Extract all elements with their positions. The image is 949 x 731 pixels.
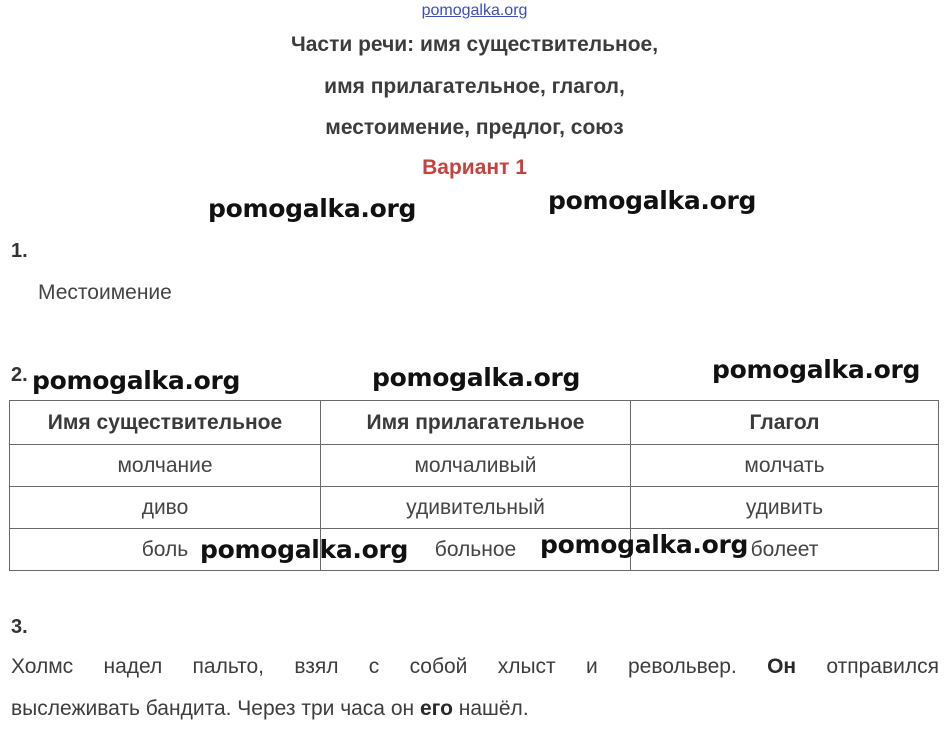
- word: и: [585, 655, 598, 678]
- watermark: pomogalka.org: [712, 355, 921, 384]
- watermark: pomogalka.org: [540, 530, 749, 559]
- question-1-answer: Местоимение: [38, 281, 172, 304]
- watermark: pomogalka.org: [548, 186, 757, 215]
- title-line-1: Части речи: имя существительное,: [290, 33, 659, 56]
- table-header-row: [10, 401, 939, 445]
- word: собой: [409, 655, 468, 678]
- pronoun-highlight: Он: [767, 655, 797, 678]
- word: взял: [294, 655, 339, 678]
- cell-adjective: удивительный: [321, 487, 631, 529]
- paragraph-line-1: [11, 655, 939, 679]
- word: Холмс: [11, 655, 74, 678]
- word: надел: [103, 655, 163, 678]
- title-line-3: местоимение, предлог, союз: [325, 116, 624, 139]
- cell-verb: молчать: [631, 445, 939, 487]
- paragraph-line-2: [11, 697, 939, 721]
- table-row: [10, 487, 939, 529]
- word: пальто,: [192, 655, 265, 678]
- table-row: [10, 529, 939, 571]
- site-link[interactable]: pomogalka.org: [421, 2, 528, 19]
- text-part: нашёл.: [452, 697, 529, 720]
- cell-adjective: больное: [321, 529, 631, 571]
- watermark: pomogalka.org: [200, 535, 409, 564]
- word: револьвер.: [627, 655, 737, 678]
- header-noun: Имя существительное: [10, 401, 321, 445]
- cell-verb: удивить: [631, 487, 939, 529]
- watermark: pomogalka.org: [32, 366, 241, 395]
- cell-adjective: молчаливый: [321, 445, 631, 487]
- question-1-number: 1.: [11, 240, 28, 262]
- word: с: [368, 655, 380, 678]
- cell-noun: молчание: [10, 445, 321, 487]
- question-2-number: 2.: [11, 364, 28, 386]
- header-verb: Глагол: [631, 401, 939, 445]
- title-line-2: имя прилагательное, глагол,: [324, 75, 625, 98]
- watermark: pomogalka.org: [208, 194, 417, 223]
- word: отправился: [826, 655, 939, 678]
- variant-heading: Вариант 1: [422, 156, 527, 179]
- parts-of-speech-table: [9, 400, 939, 571]
- cell-noun: диво: [10, 487, 321, 529]
- table-row: [10, 445, 939, 487]
- cell-noun: боль: [10, 529, 321, 571]
- cell-verb: болеет: [631, 529, 939, 571]
- word: хлыст: [497, 655, 556, 678]
- pronoun-highlight: его: [419, 697, 453, 720]
- text-part: выслеживать бандита. Через три часа он: [11, 697, 420, 720]
- question-3-number: 3.: [11, 616, 28, 638]
- header-adjective: Имя прилагательное: [321, 401, 631, 445]
- watermark: pomogalka.org: [372, 363, 581, 392]
